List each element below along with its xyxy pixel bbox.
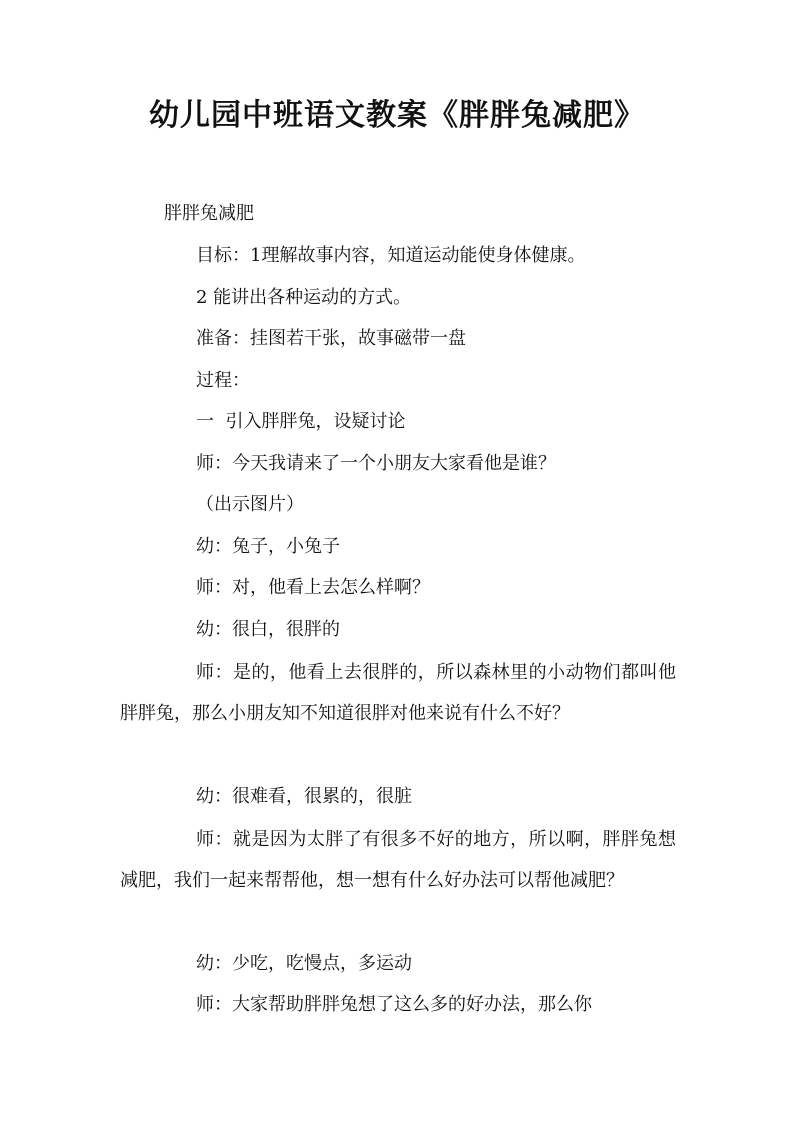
story-subtitle: 胖胖兔减肥: [164, 203, 254, 224]
paragraph-goal-2: 2 能讲出各种运动的方式。: [196, 287, 412, 308]
paragraph-dialogue: 幼：很难看，很累的，很脏: [196, 786, 412, 807]
paragraph-dialogue: 师：是的，他看上去很胖的，所以森林里的小动物们都叫他胖胖兔，那么小朋友知不知道很胖对他来说有什么不好？: [120, 662, 676, 724]
paragraph-dialogue: 师：今天我请来了一个小朋友大家看他是谁？: [196, 453, 556, 474]
paragraph-step-one: 一 引入胖胖兔，设疑讨论: [196, 411, 406, 432]
paragraph-note: （出示图片）: [196, 494, 304, 515]
paragraph-process: 过程：: [196, 370, 250, 391]
paragraph-goal-1: 目标：1理解故事内容，知道运动能使身体健康。: [196, 245, 586, 266]
paragraph-dialogue: 幼：少吃，吃慢点，多运动: [196, 953, 412, 974]
paragraph-dialogue: 幼：很白，很胖的: [196, 619, 340, 640]
paragraph-dialogue: 师：对，他看上去怎么样啊？: [196, 577, 430, 598]
paragraph-dialogue: 师：大家帮助胖胖兔想了这么多的好办法，那么你: [196, 994, 592, 1015]
paragraph-dialogue: 师：就是因为太胖了有很多不好的地方，所以啊，胖胖兔想减肥，我们一起来帮帮他，想一想有什么好办法可以帮他减肥？: [120, 829, 676, 891]
paragraph-preparation: 准备：挂图若干张，故事磁带一盘: [196, 328, 466, 349]
paragraph-dialogue: 幼：兔子，小兔子: [196, 536, 340, 557]
document-title: 幼儿园中班语文教案《胖胖兔减肥》: [149, 98, 645, 133]
